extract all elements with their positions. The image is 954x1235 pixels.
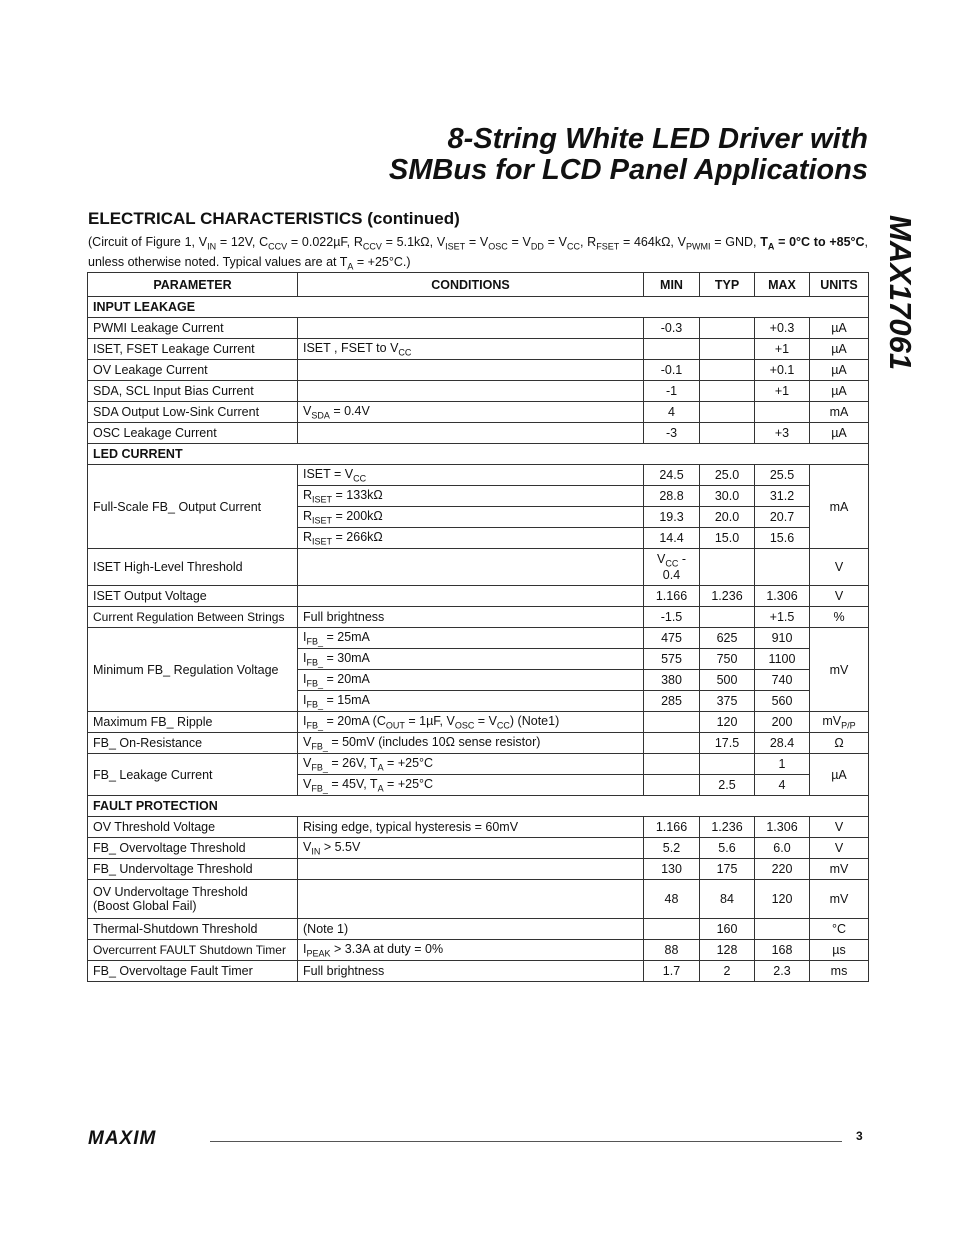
table-row: Maximum FB_ Ripple $I_{FB\_} = 20mA$ ($C_{OUT} = 1\mu F$, $V_{OSC} = V_{CC}$) (Note1) 120 200 $mV_{P/P}$	[88, 712, 869, 733]
table-row: $I_{FB\_} = 20mA$ 380 500 740	[88, 670, 869, 691]
table-row: SDA, SCL Input Bias Current -1 +1 µA	[88, 381, 869, 402]
table-row: FB_ Undervoltage Threshold 130 175 220 mV	[88, 859, 869, 880]
page-number: 3	[856, 1129, 863, 1143]
footer-rule	[210, 1141, 842, 1142]
title-line-1: 8-String White LED Driver with	[447, 123, 868, 155]
title-line-2: SMBus for LCD Panel Applications	[388, 154, 868, 186]
table-row: $I_{FB\_} = 15mA$ 285 375 560	[88, 691, 869, 712]
maxim-logo	[88, 1128, 200, 1146]
table-row: PWMI Leakage Current -0.3 +0.3 µA	[88, 318, 869, 339]
svg-text:MAXIM: MAXIM	[88, 1128, 157, 1146]
table-row: Current Regulation Between Strings Full brightness -1.5 +1.5 %	[88, 607, 869, 628]
table-row: ISET Output Voltage 1.166 1.236 1.306 V	[88, 586, 869, 607]
table-row: Overcurrent FAULT Shutdown Timer $I_{PEAK} > 3.3A$ at duty = 0% 88 128 168 µs	[88, 940, 869, 961]
header-units: UNITS	[810, 273, 869, 297]
test-conditions: (Circuit of Figure 1, $V_{IN} = 12V$, $C_{CCV} = 0.022\mu F$, $R_{CCV} = 5.1k\Omega$, $V_{ISET} = V_{OSC} = V_{DD} = V_{CC}$, $R_{FSET} = 464k\Omega$, $V_{PWMI}$ = GND, $T_A = 0^\circ C$ to +85°C, unless otherwise noted. Typical values are at $T_A = +25^\circ C$.)	[88, 235, 869, 271]
header-parameter: PARAMETER	[88, 273, 298, 297]
table-row: Full-Scale FB_ Output Current ISET = $V_{CC}$ 24.5 25.0 25.5 mA	[88, 465, 869, 486]
section-title: ELECTRICAL CHARACTERISTICS (continued)	[88, 209, 460, 228]
header-max: MAX	[755, 273, 810, 297]
section-row: INPUT LEAKAGE	[88, 297, 869, 318]
table-row: OV Threshold Voltage Rising edge, typical hysteresis = 60mV 1.166 1.236 1.306 V	[88, 817, 869, 838]
part-number-text: MAX17061	[883, 215, 918, 371]
section-row: FAULT PROTECTION	[88, 796, 869, 817]
table-row: OV Leakage Current -0.1 +0.1 µA	[88, 360, 869, 381]
table-row: $R_{ISET} = 200k\Omega$ 19.3 20.0 20.7	[88, 507, 869, 528]
table-row: $I_{FB\_} = 30mA$ 575 750 1100	[88, 649, 869, 670]
header-conditions: CONDITIONS	[298, 273, 644, 297]
page-title	[389, 124, 868, 186]
table-row: $R_{ISET} = 133k\Omega$ 28.8 30.0 31.2	[88, 486, 869, 507]
electrical-characteristics-table	[87, 272, 869, 982]
table-row: $V_{FB\_} = 45V$, $T_A = +25^\circ C$ 2.5 4	[88, 775, 869, 796]
table-row: OSC Leakage Current -3 +3 µA	[88, 423, 869, 444]
header-min: MIN	[644, 273, 700, 297]
table-row: Thermal-Shutdown Threshold (Note 1) 160 °C	[88, 919, 869, 940]
table-row: SDA Output Low-Sink Current $V_{SDA} = 0.4V$ 4 mA	[88, 402, 869, 423]
table-row: ISET, FSET Leakage Current ISET , FSET to $V_{CC}$ +1 µA	[88, 339, 869, 360]
table-row: OV Undervoltage Threshold (Boost Global Fail) 48 84 120 mV	[88, 880, 869, 919]
table-row: Minimum FB_ Regulation Voltage $I_{FB\_} = 25mA$ 475 625 910 mV	[88, 628, 869, 649]
table-row: FB_ On-Resistance $V_{FB\_} = 50mV$ (includes 10Ω sense resistor) 17.5 28.4 Ω	[88, 733, 869, 754]
table-header-row	[88, 273, 869, 297]
section-row: LED CURRENT	[88, 444, 869, 465]
header-typ: TYP	[700, 273, 755, 297]
table-row: FB_ Leakage Current $V_{FB\_} = 26V$, $T_A = +25^\circ C$ 1 µA	[88, 754, 869, 775]
table-row: $R_{ISET} = 266k\Omega$ 14.4 15.0 15.6	[88, 528, 869, 549]
table-row: FB_ Overvoltage Threshold $V_{IN} > 5.5V$ 5.2 5.6 6.0 V	[88, 838, 869, 859]
table-row: ISET High-Level Threshold $V_{CC}$ - 0.4 V	[88, 549, 869, 586]
side-part-number	[880, 215, 920, 395]
table-row: FB_ Overvoltage Fault Timer Full brightness 1.7 2 2.3 ms	[88, 961, 869, 982]
